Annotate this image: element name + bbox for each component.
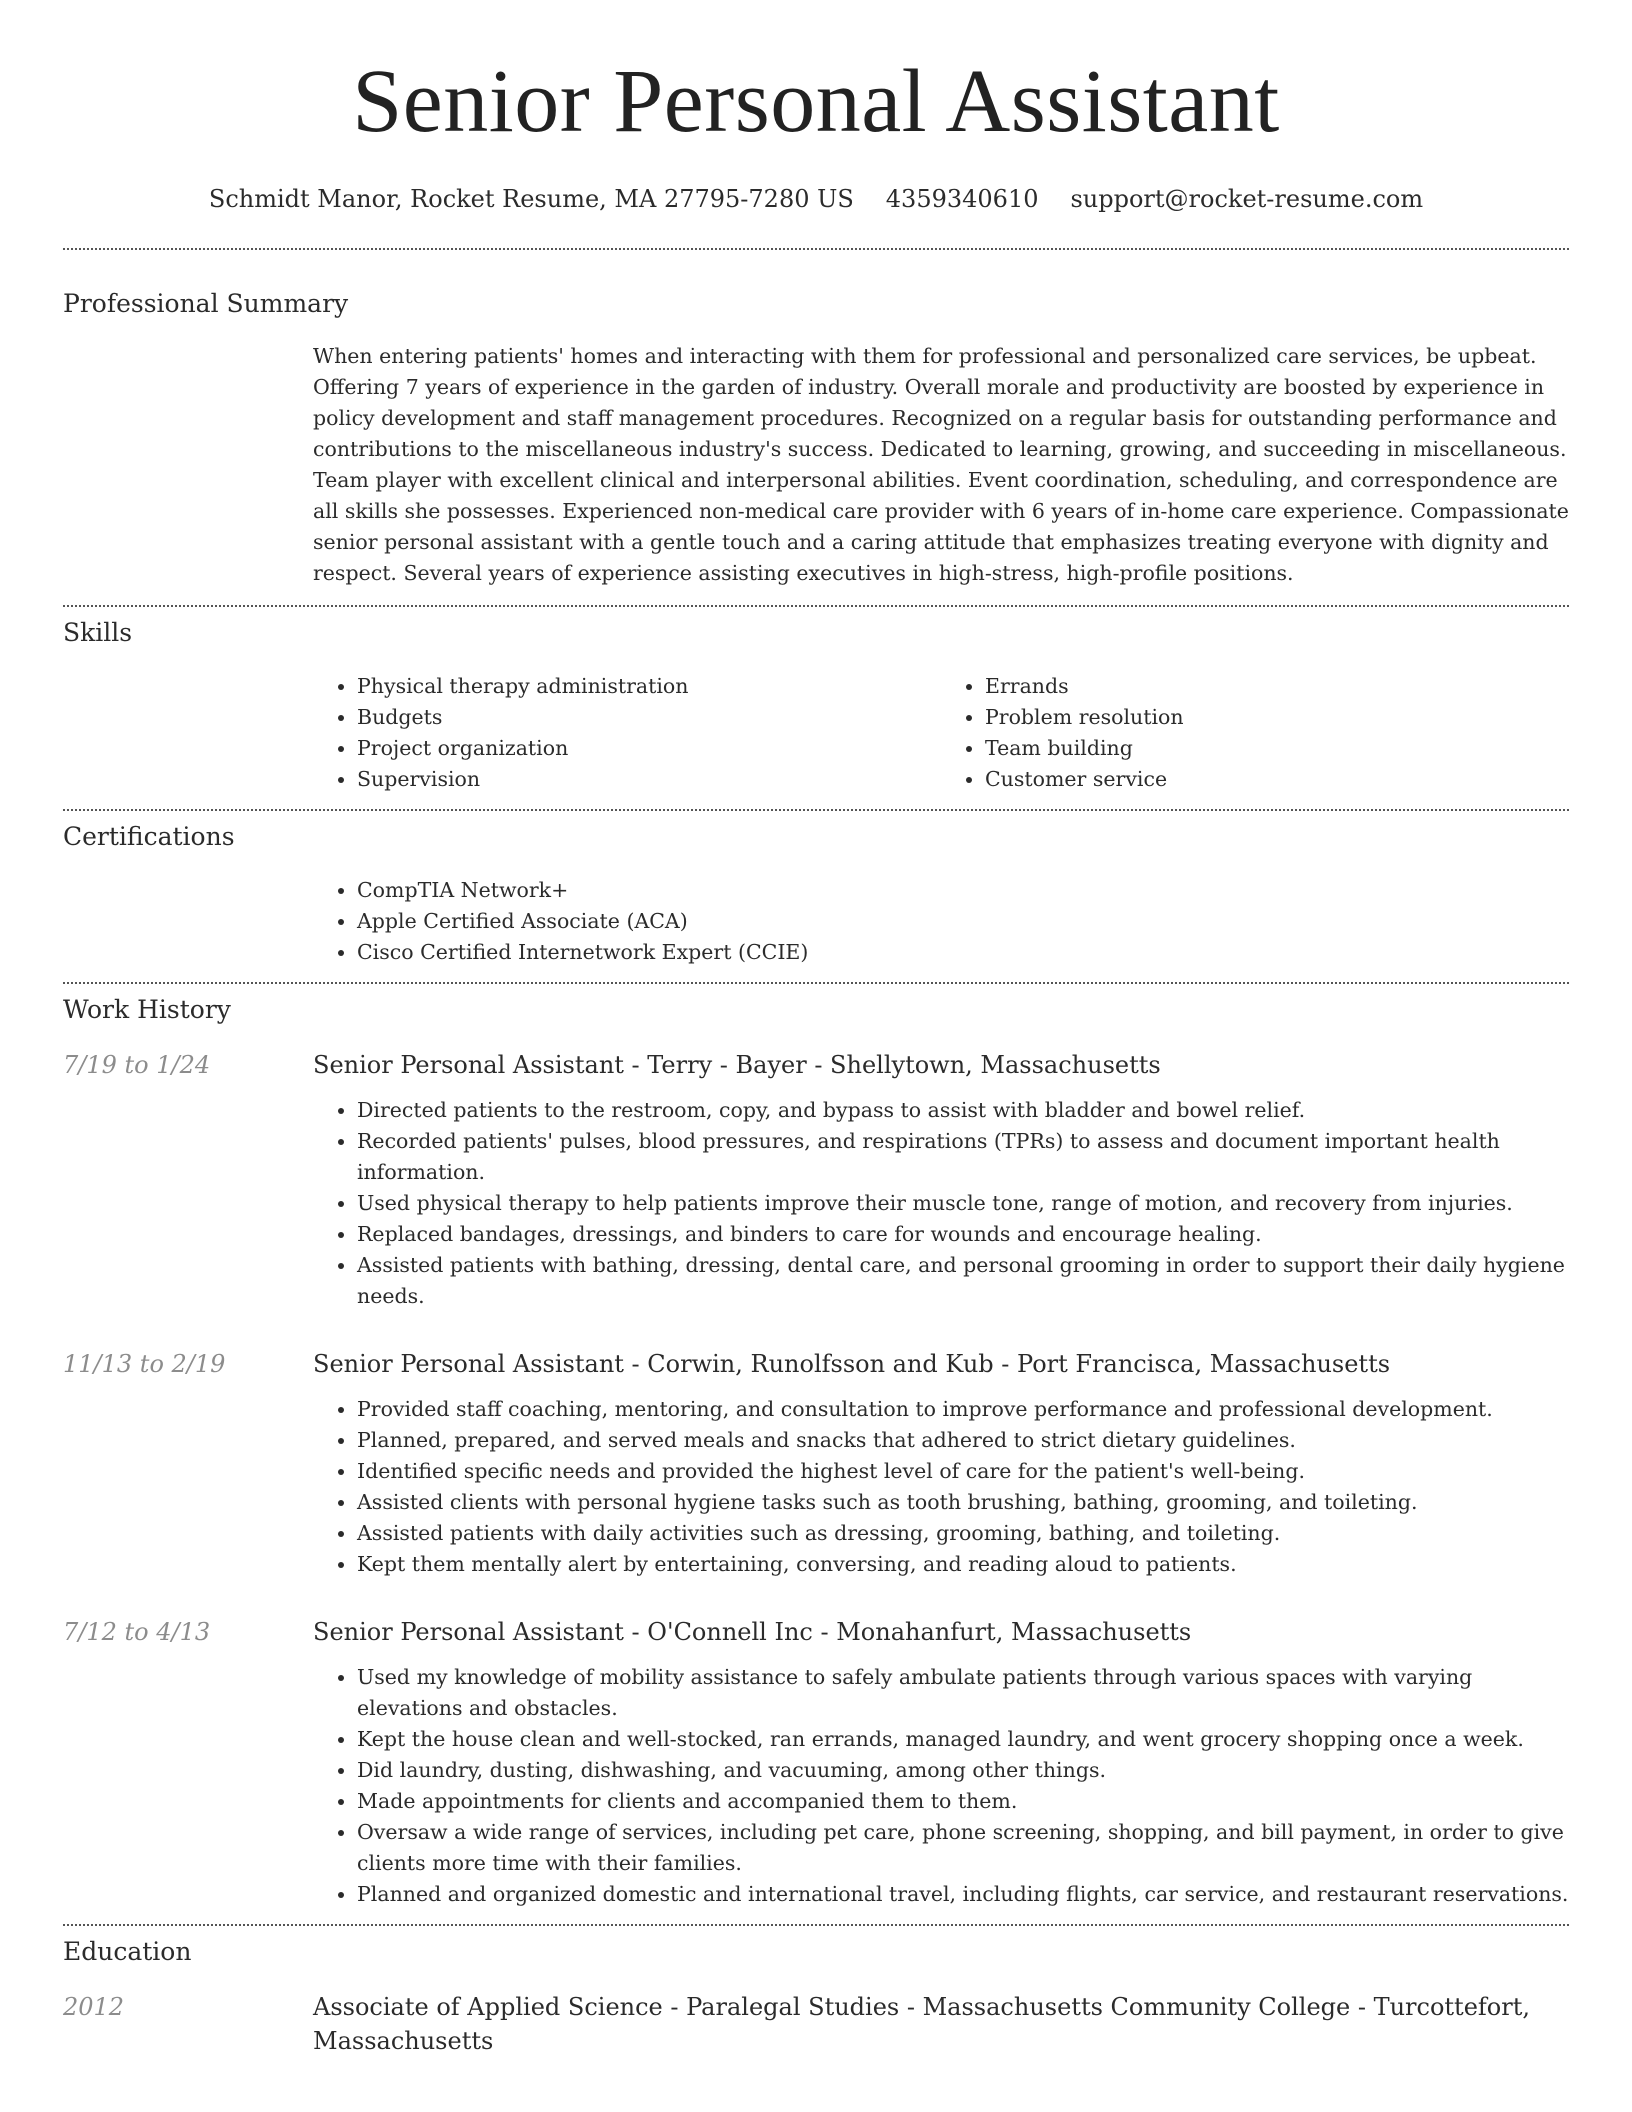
work-history-title: Work History — [63, 995, 231, 1024]
contact-line — [63, 184, 1569, 214]
contact-address: Schmidt Manor, Rocket Resume, MA 27795-7280 US — [208, 185, 854, 213]
education-title: Education — [63, 1937, 192, 1966]
education-entry — [63, 1990, 1569, 2058]
certifications-title: Certifications — [63, 822, 235, 851]
certification-item: • CompTIA Network+ — [357, 875, 1569, 906]
job-duty: • Used my knowledge of mobility assistance to safely ambulate patients through various spaces with varying elevations and obstacles. — [357, 1662, 1569, 1724]
skills-section — [63, 607, 1569, 795]
certifications-list — [313, 875, 1569, 968]
skill-item: • Errands — [985, 671, 1569, 702]
job-entry — [63, 1347, 1569, 1580]
job-duty: • Oversaw a wide range of services, including pet care, phone screening, shopping, and bill payment, in order to give clients more time with their families. — [357, 1817, 1569, 1879]
contact-email: support@rocket-resume.com — [1070, 185, 1424, 213]
skills-list-left — [313, 671, 941, 795]
job-duty: • Used physical therapy to help patients improve their muscle tone, range of motion, and recovery from injuries. — [357, 1188, 1569, 1219]
contact-phone: 4359340610 — [885, 185, 1039, 213]
job-duty: • Recorded patients' pulses, blood pressures, and respirations (TPRs) to assess and document important health information. — [357, 1126, 1569, 1188]
skill-item: • Project organization — [357, 733, 941, 764]
job-title: Senior Personal Assistant - O'Connell Inc - Monahanfurt, Massachusetts — [313, 1618, 1192, 1646]
job-duty: • Directed patients to the restroom, copy, and bypass to assist with bladder and bowel relief. — [357, 1095, 1569, 1126]
skill-item: • Supervision — [357, 764, 941, 795]
skill-item: • Team building — [985, 733, 1569, 764]
job-duty: • Assisted clients with personal hygiene tasks such as tooth brushing, bathing, grooming, and toileting. — [357, 1487, 1569, 1518]
job-title: Senior Personal Assistant - Corwin, Runolfsson and Kub - Port Francisca, Massachusetts — [313, 1350, 1391, 1378]
job-dates: 11/13 to 2/19 — [63, 1350, 226, 1378]
job-duties — [313, 1394, 1569, 1580]
job-duty: • Assisted patients with bathing, dressing, dental care, and personal grooming in order to support their daily hygiene needs. — [357, 1250, 1569, 1312]
job-entry — [63, 1615, 1569, 1910]
education-section — [63, 1926, 1569, 2058]
resume-name: Senior Personal Assistant — [352, 52, 1280, 151]
skills-grid — [313, 671, 1569, 795]
job-duties — [313, 1095, 1569, 1312]
skill-item: • Customer service — [985, 764, 1569, 795]
skills-title: Skills — [63, 618, 133, 647]
work-history-section — [63, 984, 1569, 1910]
summary-section — [63, 250, 1569, 589]
summary-text: When entering patients' homes and interacting with them for professional and personalized care services, be upbeat. Offering 7 years of experience in the garden of industry. Overall morale and productivity are boosted by experience in policy development and staff management procedures. Recognized on a regular basis for outstanding performance and contributions to the miscellaneous industry's success. Dedicated to learning, growing, and succeeding in miscellaneous. Team player with excellent clinical and interpersonal abilities. Event coordination, scheduling, and correspondence are all skills she possesses. Experienced non-medical care provider with 6 years of in-home care experience. Compassionate senior personal assistant with a gentle touch and a caring attitude that emphasizes treating everyone with dignity and respect. Several years of experience assisting executives in high-stress, high-profile positions. — [313, 344, 1569, 585]
job-duty: • Planned and organized domestic and international travel, including flights, car service, and restaurant reservations. — [357, 1879, 1569, 1910]
job-duty: • Replaced bandages, dressings, and binders to care for wounds and encourage healing. — [357, 1219, 1569, 1250]
job-title: Senior Personal Assistant - Terry - Bayer - Shellytown, Massachusetts — [313, 1051, 1161, 1079]
job-duty: • Identified specific needs and provided the highest level of care for the patient's well-being. — [357, 1456, 1569, 1487]
education-year: 2012 — [63, 1993, 125, 2021]
job-duty: • Planned, prepared, and served meals and snacks that adhered to strict dietary guidelines. — [357, 1425, 1569, 1456]
job-entry — [63, 1048, 1569, 1312]
job-duty: • Did laundry, dusting, dishwashing, and vacuuming, among other things. — [357, 1755, 1569, 1786]
job-duty: • Kept the house clean and well-stocked, ran errands, managed laundry, and went grocery shopping once a week. — [357, 1724, 1569, 1755]
certification-item: • Apple Certified Associate (ACA) — [357, 906, 1569, 937]
skill-item: • Physical therapy administration — [357, 671, 941, 702]
skill-item: • Budgets — [357, 702, 941, 733]
certifications-section — [63, 811, 1569, 968]
job-dates: 7/12 to 4/13 — [63, 1618, 211, 1646]
job-duty: • Assisted patients with daily activities such as dressing, grooming, bathing, and toileting. — [357, 1518, 1569, 1549]
job-duty: • Made appointments for clients and accompanied them to them. — [357, 1786, 1569, 1817]
summary-title: Professional Summary — [63, 289, 349, 318]
certification-item: • Cisco Certified Internetwork Expert (CCIE) — [357, 937, 1569, 968]
job-duty: • Kept them mentally alert by entertaining, conversing, and reading aloud to patients. — [357, 1549, 1569, 1580]
education-degree: Associate of Applied Science - Paralegal Studies - Massachusetts Community College - Turcottefort, Massachusetts — [313, 1993, 1530, 2055]
skill-item: • Problem resolution — [985, 702, 1569, 733]
job-duties — [313, 1662, 1569, 1910]
job-dates: 7/19 to 1/24 — [63, 1051, 211, 1079]
skills-list-right — [941, 671, 1569, 795]
job-duty: • Provided staff coaching, mentoring, and consultation to improve performance and professional development. — [357, 1394, 1569, 1425]
